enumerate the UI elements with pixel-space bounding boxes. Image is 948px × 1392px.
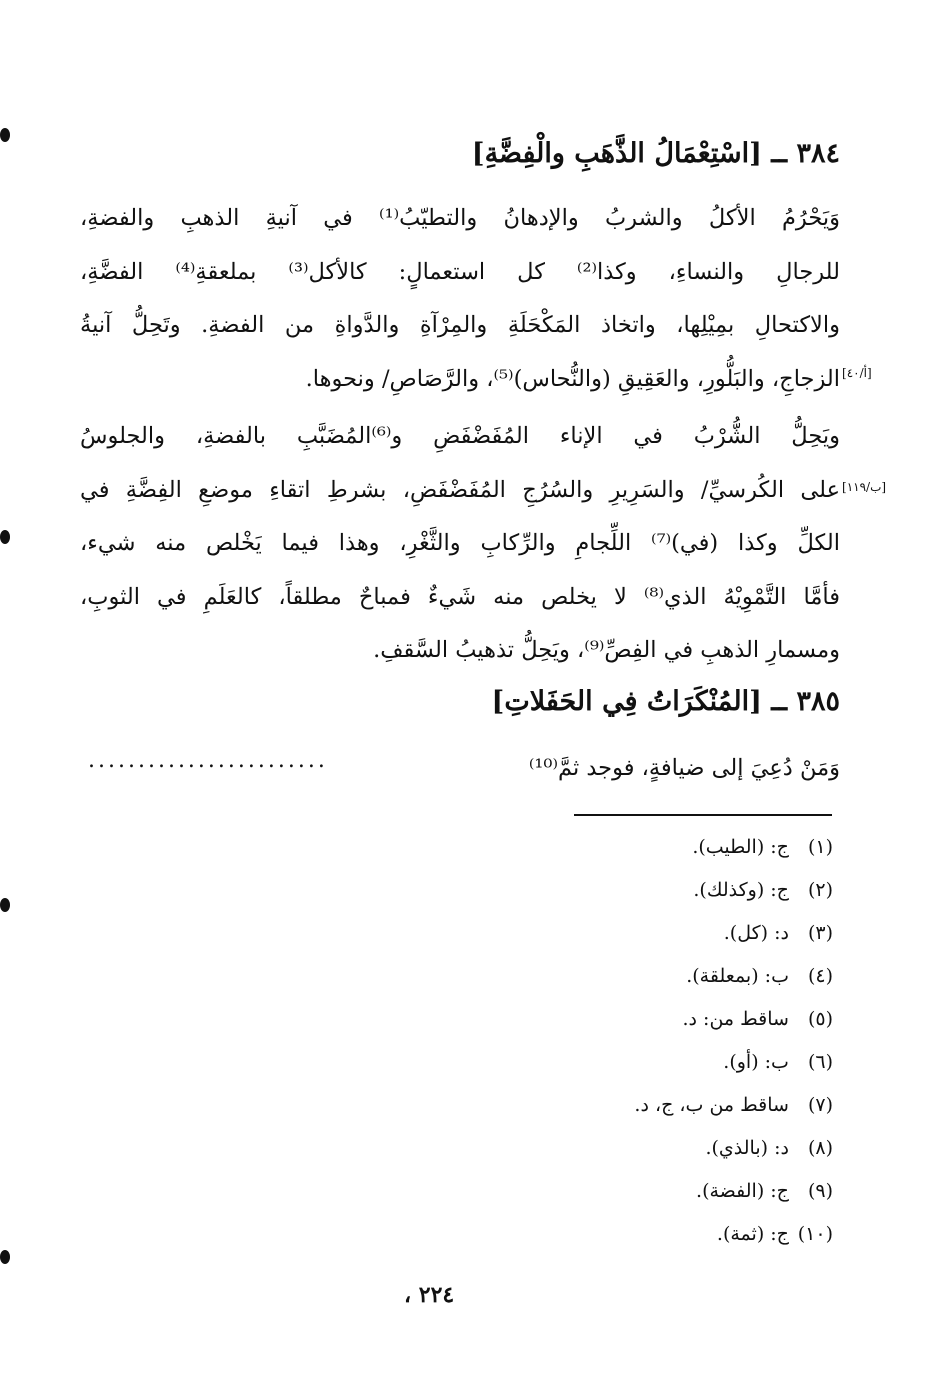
text-line: على الكُرسيِّ/ والسَرِيرِ والسُرُجِ المُفَضْفَضِ، بشرطِ اتقاءِ موضعِ الفِضَّةِ في [80,476,840,503]
section-heading-385: ٣٨٥ ــ [المُنْكَرَاتُ فِي الحَفَلاتِ] [491,686,840,717]
text-line: والاكتحالِ بمِيْلِها، واتخاذ المَكْحَلَةِ والمِرْآةِ والدَّواةِ من الفضةِ. وتَحِلُّ آنيةُ [80,312,840,338]
footnote [634,912,833,955]
text-line: وَمَنْ دُعِيَ إلى ضيافةٍ، فوجد ثمَّ⁽¹⁰⁾ [528,755,840,781]
footnote-number: (٦) [807,1051,833,1073]
text-line: الزجاجِ، والبَلُّورِ، والعَقِيقِ (والنُّحاس)⁽⁵⁾، والرَّصَاصِ/ ونحوها. [305,365,840,392]
footnote-text: ساقط من ب، ج، د. [634,1094,789,1116]
footnote-number: (٨) [807,1137,833,1159]
scan-bullet-mark [0,128,10,142]
footnote-text: د: (كل). [723,922,789,944]
page-number: ٢٢٤ ، [404,1282,455,1308]
footnote-text: ب: (أو). [723,1051,789,1073]
footnote [634,1127,833,1170]
text-line: ويَحِلُّ الشُّرْبُ في الإناء المُفَضْفَضِ و⁽⁶⁾المُضَبَّبِ بالفضةِ، والجلوسُ [80,423,840,449]
footnote-text: ساقط من: د. [682,1008,789,1030]
footnote-number: (٩) [807,1180,833,1202]
footnote-number: (٣) [807,922,833,944]
paragraph-2 [80,410,840,678]
footnote-text: ج: (ثمة). [716,1223,789,1245]
footnote-divider [574,814,832,816]
footnotes-list [634,826,833,1256]
section-heading-384: ٣٨٤ ــ [اسْتِعْمَالُ الذَّهَبِ والْفِضَّةِ] [471,138,840,169]
footnote-text: ج: (الفضة). [696,1180,789,1202]
continuation-dots: ........................ [88,748,328,773]
footnote-text: ب: (بمعلقة). [686,965,789,987]
scan-bullet-mark [0,530,10,544]
text-line: وَيَحْرُمُ الأكلُ والشربُ والإدهانُ والتطيّبُ⁽¹⁾ في آنيةِ الذهبِ والفضةِ، [80,205,840,231]
margin-marker: [أ/٤٠] [842,366,872,380]
footnote [634,998,833,1041]
text-line: الكلِّ وكذا (في)⁽⁷⁾ اللِّجامِ والرِّكابِ والثَّغْرِ، وهذا فيما يَخْلص منه شيء، [80,530,841,556]
footnote [634,1041,833,1084]
margin-marker: [ب/١١٩] [842,480,887,494]
footnote [634,1170,833,1213]
text-line: للرجالِ والنساءِ، وكذا⁽²⁾ كل استعمالٍ: كالأكل⁽³⁾ بملعقةِ⁽⁴⁾ الفضَّةِ، [80,258,840,285]
footnote [634,1084,833,1127]
paragraph-1 [80,192,840,406]
text-line: فأمَّا التَّمْوِيْهُ الذي⁽⁸⁾ لا يخلص منه شَيءٌ فمباحٌ مطلقاً، كالعَلَمِ في الثوبِ، [80,583,840,610]
footnote-number: (٥) [807,1008,833,1030]
footnote [634,1213,833,1256]
footnote-text: ج: (الطيب). [692,836,789,858]
footnote-text: د: (بالذي). [705,1137,789,1159]
footnote-number: (٢) [807,879,833,901]
footnote-number: (١) [807,836,833,858]
footnote [634,955,833,998]
footnote-text: ج: (وكذلك). [693,879,789,901]
footnote [634,869,833,912]
scan-bullet-mark [0,898,10,912]
scan-bullet-mark [0,1250,10,1264]
footnote [634,826,833,869]
footnote-number: (٧) [807,1094,833,1116]
text-line: ومسمارِ الذهبِ في الفِصِّ⁽⁹⁾، ويَحِلُّ تذهيبُ السَّقفِ. [373,637,840,663]
footnote-number: (١٠) [797,1223,833,1245]
footnote-number: (٤) [807,965,833,987]
